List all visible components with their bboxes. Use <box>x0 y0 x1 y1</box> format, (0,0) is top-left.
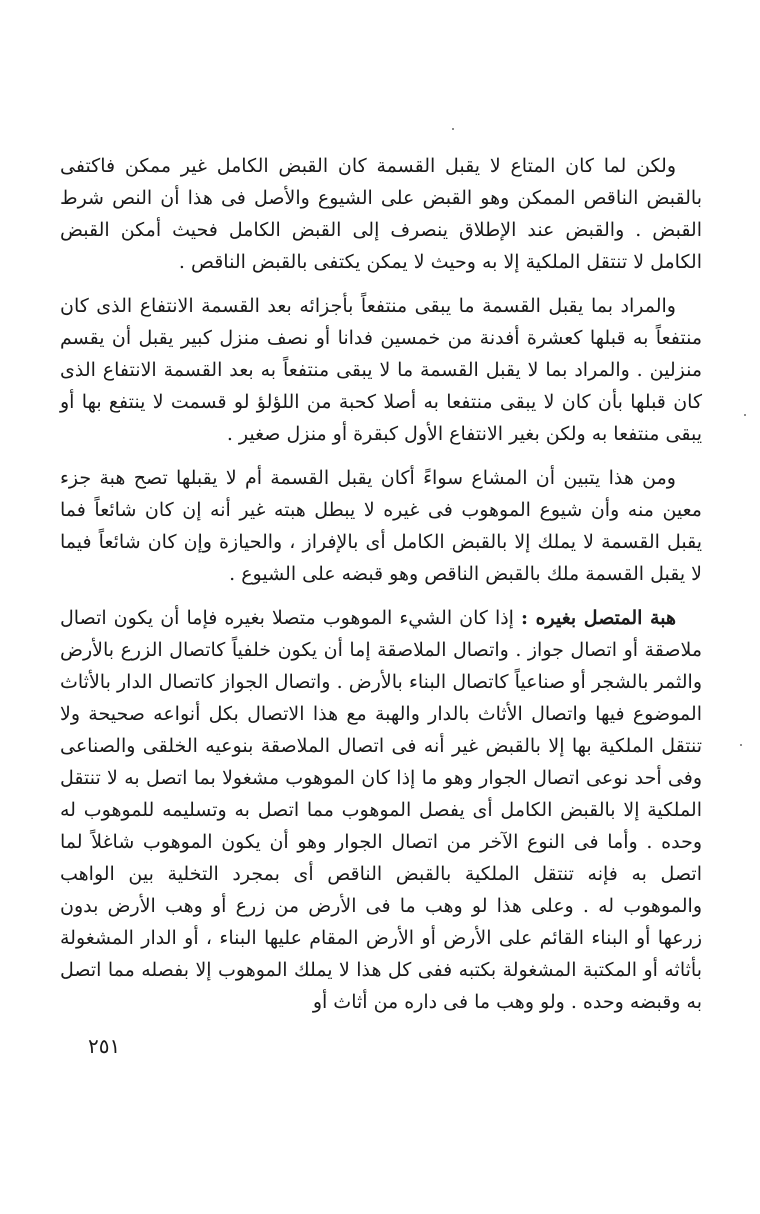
scan-speck <box>740 744 742 746</box>
paragraph-2: والمراد بما يقبل القسمة ما يبقى منتفعاً بأجزائه بعد القسمة الانتفاع الذى كان منتفعاً به قبلها كعشرة أفدنة من خمسين فدانا أو نصف منزل كبير يقبل أن يقسم منزلين . والمراد بما لا يقبل القسمة ما لا يبقى منتفعاً به بعد القسمة الانتفاع الذى كان قبلها بأن كان لا يبقى منتفعا به أصلا كحبة من اللؤلؤ لو قسمت لا ينتفع بها أو يبقى منتفعا به ولكن بغير الانتفاع الأول كبقرة أو منزل صغير . <box>60 295 702 445</box>
paragraph-4-text: إذا كان الشيء الموهوب متصلا بغيره فإما أن يكون اتصال ملاصقة أو اتصال جواز . واتصال الملاصقة إما أن يكون خلفياً كاتصال الزرع بالأرض والثمر بالشجر أو صناعياً كاتصال البناء بالأرض . واتصال الجواز كاتصال الدار بالأثاث الموضوع فيها واتصال الأثاث بالدار والهبة مع هذا الاتصال بكل أنواعه صحيحة ولا تنتقل الملكية بها إلا بالقبض غير أنه فى اتصال الملاصقة بنوعيه الخلقى والصناعى وفى أحد نوعى اتصال الجوار وهو ما إذا كان الموهوب مشغولا بما اتصل به لا تنتقل الملكية إلا بالقبض الكامل أى يفصل الموهوب مما اتصل به وتسليمه للموهوب له وحده . وأما فى النوع الآخر من اتصال الجوار وهو أن يكون الموهوب شاغلاً لما اتصل به فإنه تنتقل الملكية بالقبض الناقص أى بمجرد التخلية بين الواهب والموهوب له . وعلى هذا لو وهب ما فى الأرض من زرع أو وهب الأرض بدون زرعها أو البناء القائم على الأرض أو الأرض المقام عليها البناء ، أو الدار المشغولة بأثاثه أو المكتبة المشغولة بكتبه ففى كل هذا لا يملك الموهوب إلا بفصله مما اتصل به وقبضه وحده . ولو وهب ما فى داره من أثاث أو <box>60 607 702 1013</box>
section-heading: هبة المتصل بغيره : <box>520 607 676 629</box>
page-number: ٢٥١ <box>88 1034 121 1058</box>
scan-speck <box>744 414 746 416</box>
page-body <box>60 150 702 1030</box>
scan-speck <box>452 128 454 130</box>
paragraph-3: ومن هذا يتبين أن المشاع سواءً أكان يقبل القسمة أم لا يقبلها تصح هبة جزء معين منه وأن شيوع الموهوب فى غيره لا يبطل هبته غير أنه إن كان شائعاً فما يقبل القسمة لا يملك إلا بالقبض الكامل أى بالإفراز ، والحيازة وإن كان شائعاً فيما لا يقبل القسمة ملك بالقبض الناقص وهو قبضه على الشيوع . <box>60 467 702 585</box>
paragraph-4 <box>60 602 702 1018</box>
paragraph-1: ولكن لما كان المتاع لا يقبل القسمة كان القبض الكامل غير ممكن فاكتفى بالقبض الناقص الممكن وهو القبض على الشيوع والأصل فى هذا أن النص شرط القبض . والقبض عند الإطلاق ينصرف إلى القبض الكامل فحيث أمكن القبض الكامل لا تنتقل الملكية إلا به وحيث لا يمكن يكتفى بالقبض الناقص . <box>60 155 702 273</box>
